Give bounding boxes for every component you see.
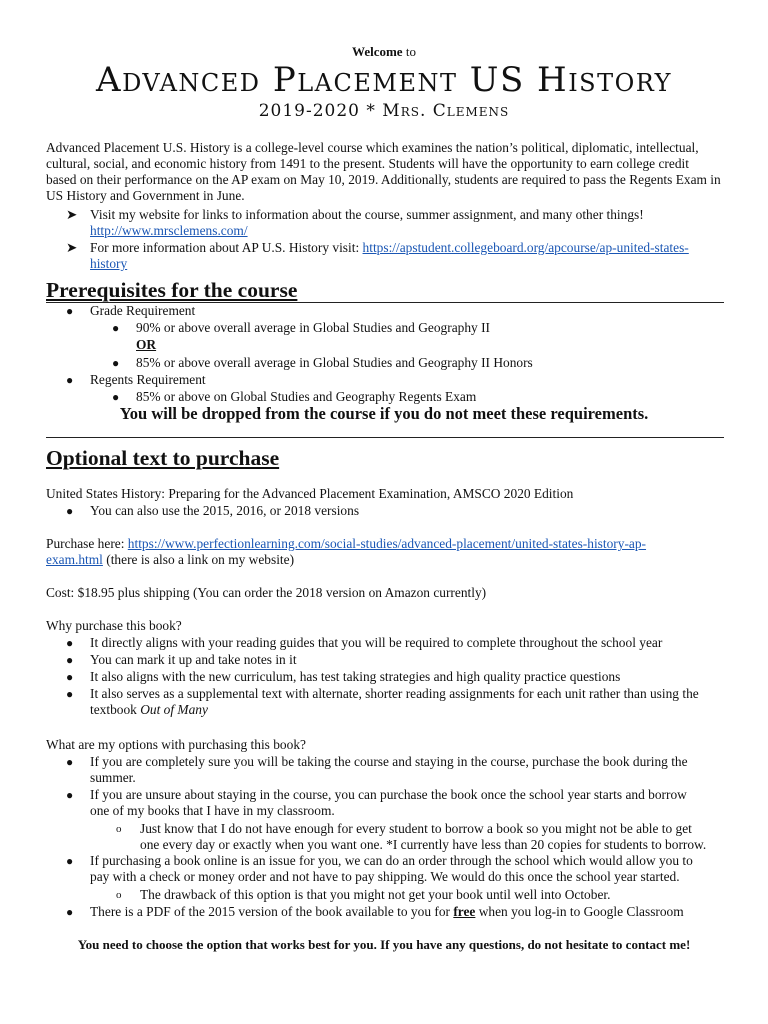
textbook-title: Out of Many [140,702,208,717]
apinfo-text: For more information about AP U.S. History visit: [90,240,363,255]
page-subtitle: 2019-2020 * Mrs. Clemens [258,101,510,121]
list-item [112,355,748,371]
list-item [66,904,750,920]
bullet-icon: ● [66,905,74,919]
arrow-bullet-icon: ➤ [66,207,78,222]
bullet-icon: ● [66,854,74,868]
prereq-heading: Prerequisites for the course [46,278,298,302]
book-title: United States History: Preparing for the Advanced Placement Examination, AMSCO 2020 Edition [46,486,574,501]
list-item-text: It directly aligns with your reading guides that you will be required to complete throughout the school year [90,635,663,650]
list-item-text: 85% or above on Global Studies and Geography Regents Exam [136,389,477,404]
list-item-text-cont: textbook [90,702,141,717]
options-heading: What are my options with purchasing this book? [46,737,306,752]
free-emphasis: free [453,904,476,919]
list-item [112,320,748,336]
list-item-text: Grade Requirement [90,303,196,318]
list-item [66,303,750,319]
welcome-line [0,44,768,60]
bullet-icon: ● [66,788,74,802]
list-item-text: It also serves as a supplemental text with alternate, shorter reading assignments for each unit rather than using the [90,686,699,701]
list-item-text-cont: one of my books that I have in my classroom. [90,803,335,818]
list-item-text-cont: one every day or exactly when you want one. *I currently have less than 20 copies for students to borrow. [140,837,707,852]
bullet-icon: ● [66,504,74,518]
list-item [66,686,750,718]
list-item-text-cont: when you log-in to Google Classroom [475,904,684,919]
list-item [116,887,750,903]
list-item-text: If purchasing a book online is an issue for you, we can do an order through the school which would allow you to [90,853,693,868]
purchase-link[interactable]: https://www.perfectionlearning.com/social-studies/advanced-placement/united-states-history-ap- [127,536,647,551]
list-item-text: If you are unsure about staying in the course, you can purchase the book once the school year starts and borrow [90,787,687,802]
bullet-icon: ● [66,373,74,387]
website-link[interactable]: http://www.mrsclemens.com/ [90,223,248,238]
closing-note: You need to choose the option that works best for you. If you have any questions, do not hesitate to contact me! [77,937,691,952]
purchase-link-cont[interactable]: exam.html [46,552,103,567]
list-item [66,635,750,651]
purchase-label: Purchase here: [46,536,128,551]
list-item-text-cont: summer. [90,770,136,785]
list-item-text: You can also use the 2015, 2016, or 2018 versions [90,503,360,518]
intro-paragraph: Advanced Placement U.S. History is a college-level course which examines the nation’s political, diplomatic, intellectual, cultural, social, and economic history from 1491 to the present. Students will have the opportunity to earn college credit based on their performance on the AP exam on May 10, 2019. Additionally, students are required to pass the Regents Exam in US History and Government in June. [46,140,721,203]
list-item-text: 90% or above overall average in Global Studies and Geography II [136,320,490,335]
welcome-rest: to [402,44,416,59]
apinfo-bullet [66,240,750,272]
website-bullet [66,207,750,239]
list-item-text-cont: pay with a check or money order and not have to pay shipping. We would do this once the school year started. [90,869,680,884]
list-item-text: You can mark it up and take notes in it [90,652,297,667]
section-divider [46,437,724,438]
bullet-icon: ● [66,755,74,769]
list-item-text: Just know that I do not have enough for every student to borrow a book so you might not be able to get [140,821,692,836]
apinfo-link-cont[interactable]: history [90,256,128,271]
bullet-icon: ● [66,653,74,667]
bullet-icon: ● [112,356,120,370]
purchase-line [46,536,726,568]
circle-bullet-icon: o [116,889,122,901]
requirement-warning: You will be dropped from the course if you do not meet these requirements. [119,404,649,423]
list-item [66,372,750,388]
list-item [66,787,750,819]
bullet-icon: ● [66,687,74,701]
list-item [66,503,750,519]
apinfo-link[interactable]: https://apstudent.collegeboard.org/apcourse/ap-united-states- [362,240,689,255]
bullet-icon: ● [112,390,120,404]
list-item [116,821,750,853]
list-item-text: Regents Requirement [90,372,206,387]
bullet-icon: ● [66,304,74,318]
list-item-text: There is a PDF of the 2015 version of the book available to you for [90,904,454,919]
list-item-text: 85% or above overall average in Global Studies and Geography II Honors [136,355,533,370]
list-item [66,853,750,885]
purchase-note: (there is also a link on my website) [102,552,295,567]
list-item-text: If you are completely sure you will be taking the course and staying in the course, purchase the book during the [90,754,688,769]
bullet-icon: ● [66,636,74,650]
why-heading: Why purchase this book? [46,618,182,633]
cost-line: Cost: $18.95 plus shipping (You can order the 2018 version on Amazon currently) [46,585,487,600]
bullet-icon: ● [66,670,74,684]
list-item [112,389,748,405]
optional-text-heading: Optional text to purchase [46,446,280,470]
circle-bullet-icon: o [116,823,122,835]
arrow-bullet-icon: ➤ [66,240,78,255]
page-title: Advanced Placement US History [96,60,672,100]
list-item [66,669,750,685]
list-item-text: It also aligns with the new curriculum, has test taking strategies and high quality practice questions [90,669,621,684]
list-item-text: The drawback of this option is that you might not get your book until well into October. [140,887,611,902]
bullet-icon: ● [112,321,120,335]
or-label: OR [136,337,157,352]
list-item [66,754,750,786]
welcome-bold: Welcome [352,44,403,59]
list-item [66,652,750,668]
website-text: Visit my website for links to information about the course, summer assignment, and many other things! [90,207,644,222]
